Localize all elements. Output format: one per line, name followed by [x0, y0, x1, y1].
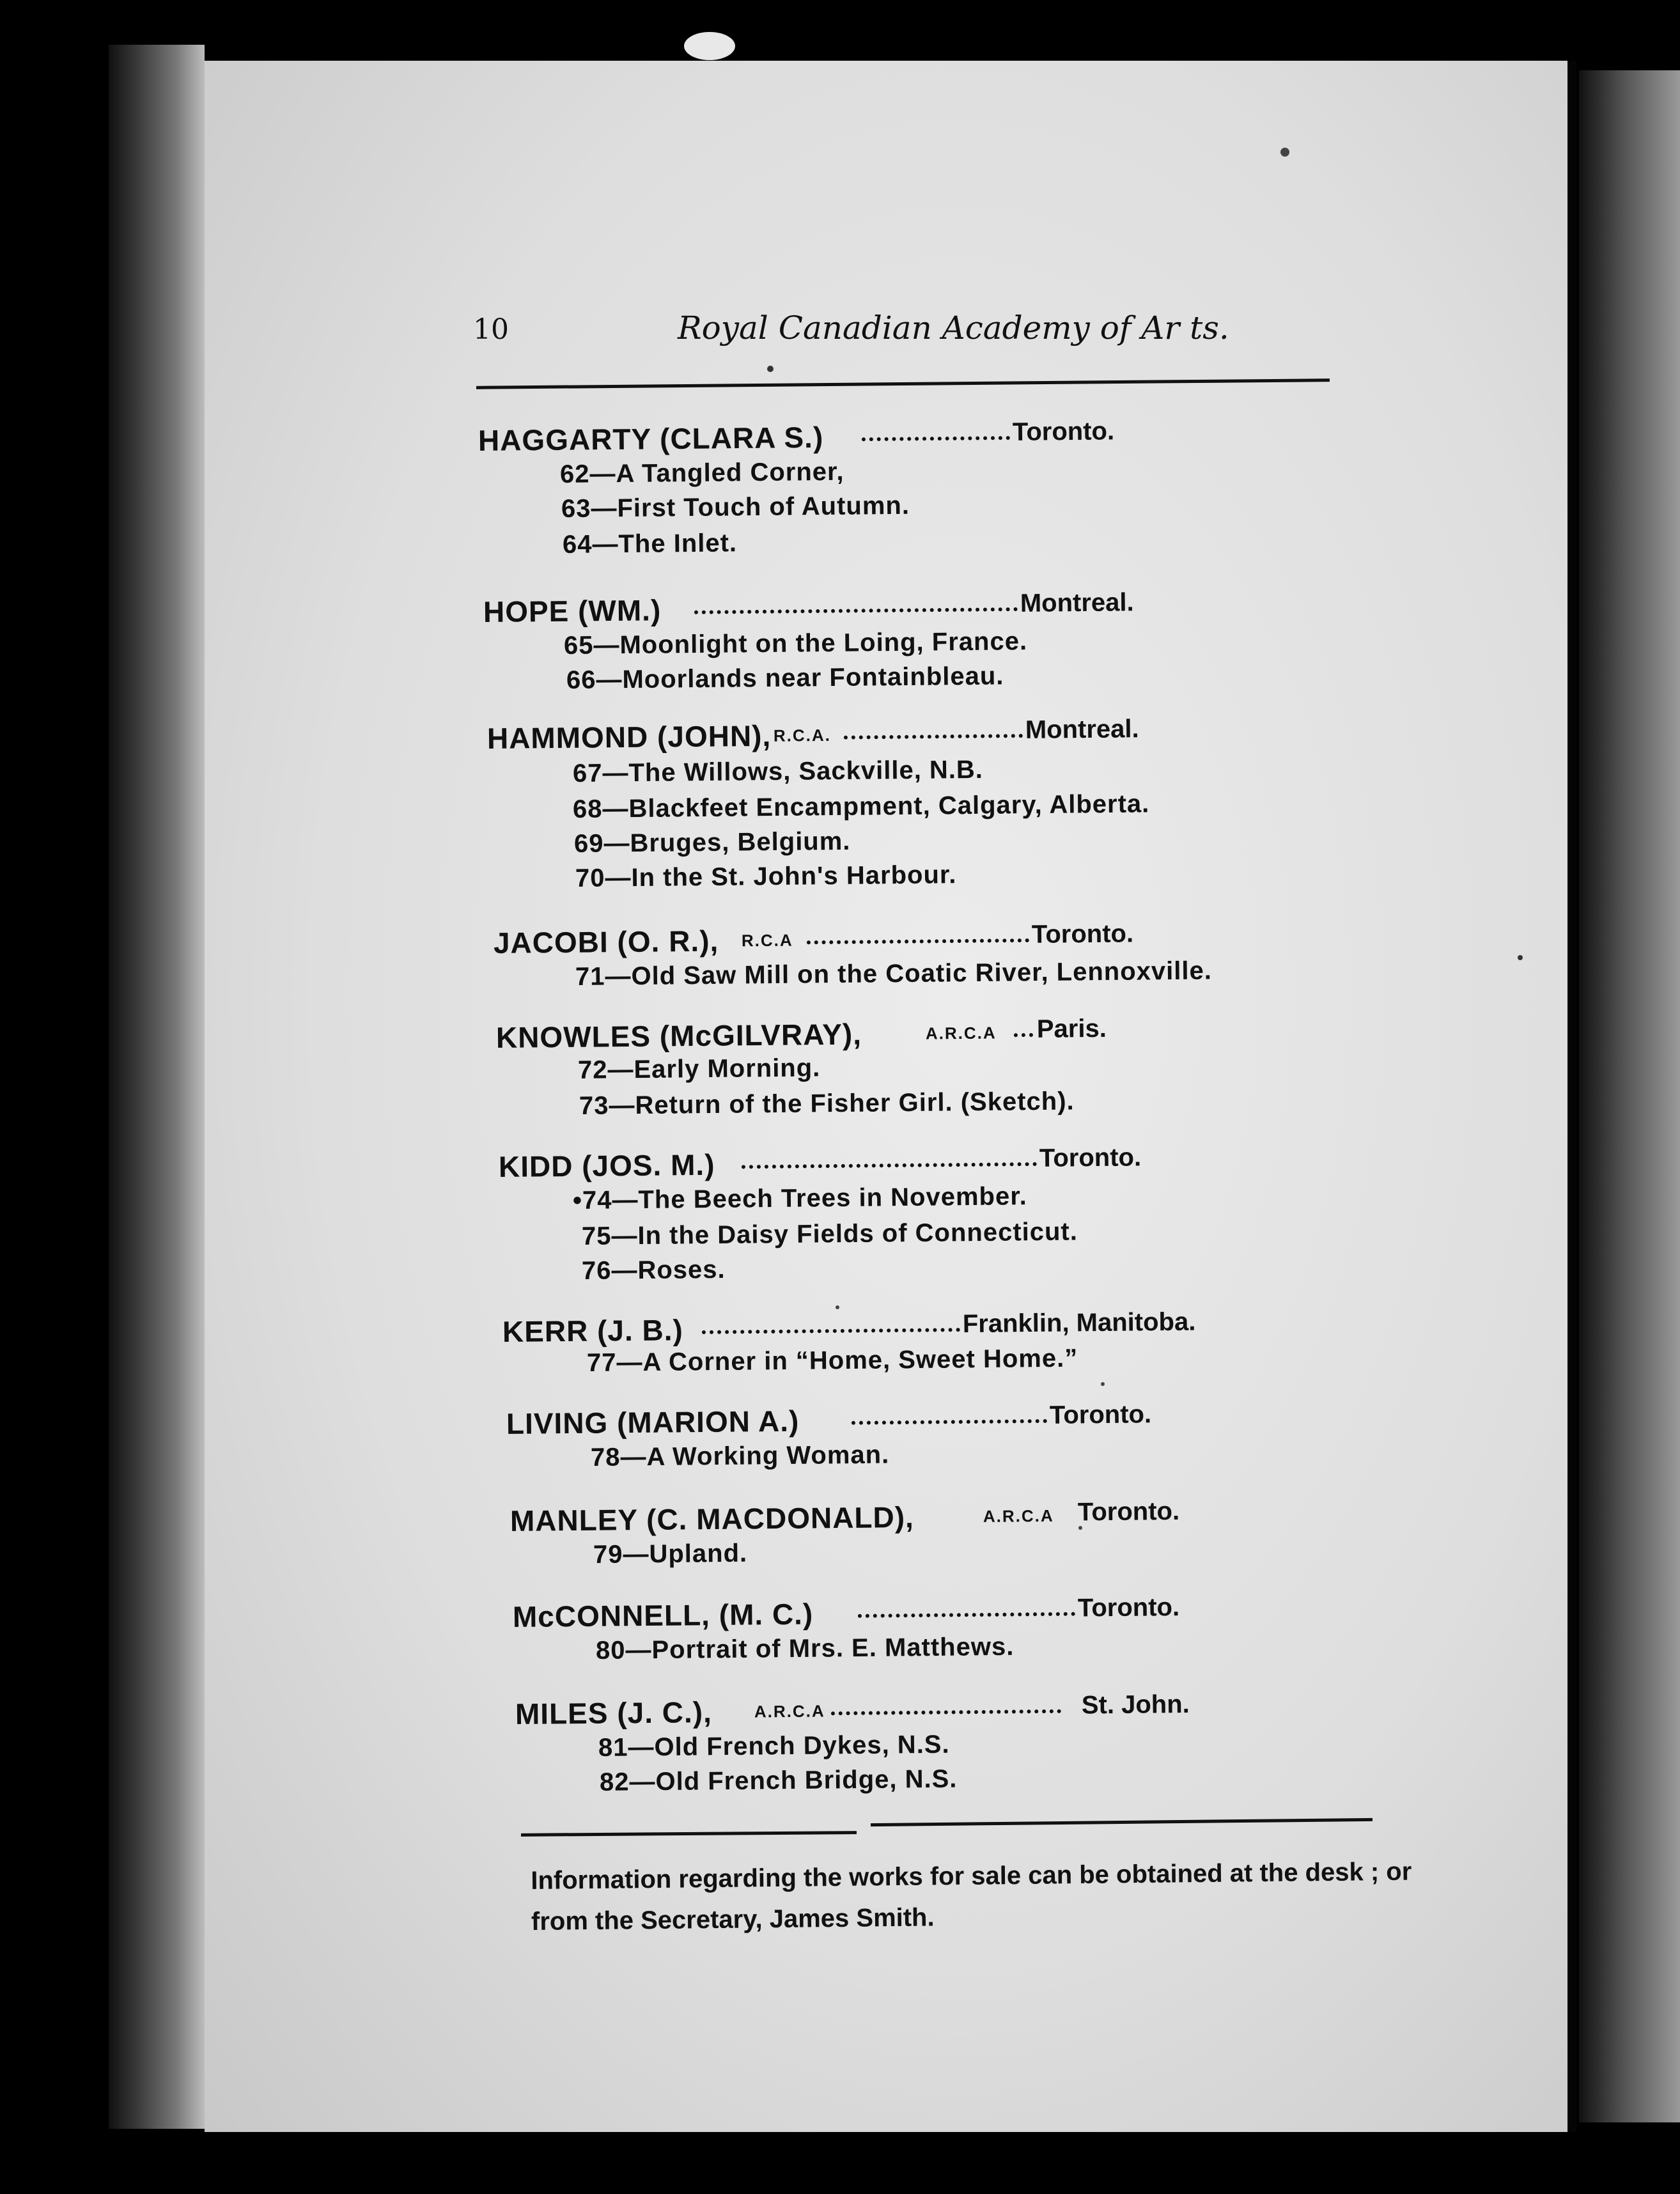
artwork-title: •74—The Beech Trees in November.: [572, 1182, 1027, 1215]
artist-location: Toronto.: [1077, 1497, 1180, 1527]
academy-rank: A.R.C.A: [754, 1701, 825, 1722]
page-header: [473, 309, 1342, 358]
artwork-title: 76—Roses.: [581, 1255, 726, 1285]
academy-rank: R.C.A: [741, 930, 793, 951]
artist-entry: [487, 713, 1319, 762]
artwork-title: 70—In the St. John's Harbour.: [575, 860, 957, 892]
dot-leader: [858, 1612, 1075, 1618]
dot-leader: [807, 938, 1029, 944]
artist-name: MILES (J. C.),: [515, 1695, 713, 1731]
artist-name: KIDD (JOS. M.): [498, 1148, 715, 1183]
artwork-title: 75—In the Daisy Fields of Connecticut.: [581, 1217, 1078, 1250]
dot-leader: [831, 1709, 1061, 1715]
artist-entry: [510, 1496, 1342, 1544]
artist-location: Toronto.: [1077, 1592, 1180, 1622]
artwork-title: 64—The Inlet.: [562, 529, 738, 559]
artist-location: St. John.: [1081, 1690, 1190, 1720]
artwork-title: 67—The Willows, Sackville, N.B.: [572, 755, 984, 788]
dot-leader: [694, 607, 1018, 614]
artist-location: Toronto.: [1049, 1400, 1152, 1429]
running-title: Royal Canadian Academy of Ar ts.: [678, 309, 1229, 346]
dot-leader: [844, 734, 1023, 740]
artwork-title: 69—Bruges, Belgium.: [573, 827, 851, 858]
artwork-title: 72—Early Morning.: [577, 1054, 821, 1084]
artist-location: Toronto.: [1012, 417, 1115, 446]
artist-name: HAGGARTY (CLARA S.): [478, 420, 824, 457]
dot-leader: [742, 1162, 1037, 1169]
academy-rank: A.R.C.A: [925, 1023, 997, 1043]
artwork-title: 78—A Working Woman.: [590, 1440, 890, 1472]
artist-name: HAMMOND (JOHN),: [486, 719, 772, 755]
artist-location: Toronto.: [1031, 919, 1134, 949]
artwork-title: 71—Old Saw Mill on the Coatic River, Lennoxville.: [575, 956, 1213, 991]
dot-leader: [702, 1328, 960, 1334]
artist-name: KNOWLES (McGILVRAY),: [495, 1017, 862, 1054]
artwork-title: 63—First Touch of Autumn.: [561, 491, 910, 523]
artist-name: HOPE (WM.): [483, 593, 662, 628]
artist-location: Montreal.: [1025, 715, 1139, 744]
artwork-title: 81—Old French Dykes, N.S.: [598, 1730, 950, 1762]
artist-name: KERR (J. B.): [502, 1313, 684, 1348]
artist-name: McCONNELL, (M. C.): [512, 1597, 814, 1633]
dot-leader: [852, 1419, 1047, 1425]
artist-name: MANLEY (C. MACDONALD),: [509, 1500, 915, 1537]
artwork-title: 82—Old French Bridge, N.S.: [599, 1764, 958, 1796]
artist-location: Paris.: [1036, 1014, 1107, 1043]
artist-location: Toronto.: [1039, 1143, 1142, 1172]
artist-name: LIVING (MARION A.): [506, 1404, 800, 1440]
artwork-title: 65—Moonlight on the Loing, France.: [563, 627, 1028, 660]
artwork-title: 73—Return of the Fisher Girl. (Sketch).: [579, 1087, 1075, 1120]
dot-leader: [1014, 1033, 1033, 1037]
page-number: 10: [473, 313, 509, 346]
academy-rank: A.R.C.A: [983, 1505, 1054, 1526]
artwork-title: 66—Moorlands near Fontainbleau.: [566, 662, 1004, 694]
artist-location: Montreal.: [1020, 588, 1134, 618]
artwork-title: 79—Upland.: [593, 1539, 748, 1569]
artwork-title: 80—Portrait of Mrs. E. Matthews.: [595, 1632, 1015, 1665]
sales-information-note: Information regarding the works for sale can be obtained at the desk ; or from the Secretary, James Smith.: [531, 1857, 1412, 1936]
artist-name: JACOBI (O. R.),: [493, 924, 719, 960]
artist-location: Franklin, Manitoba.: [962, 1307, 1196, 1339]
artwork-title: 68—Blackfeet Encampment, Calgary, Alberta.: [572, 790, 1150, 823]
artist-entry: [496, 1013, 1328, 1061]
dot-leader: [862, 436, 1010, 441]
artist-entry: [478, 416, 1310, 464]
artwork-title: 77—A Corner in “Home, Sweet Home.”: [586, 1344, 1078, 1377]
artwork-title: 62—A Tangled Corner,: [559, 457, 844, 488]
artist-entry: [506, 1399, 1338, 1447]
academy-rank: R.C.A.: [773, 725, 832, 745]
